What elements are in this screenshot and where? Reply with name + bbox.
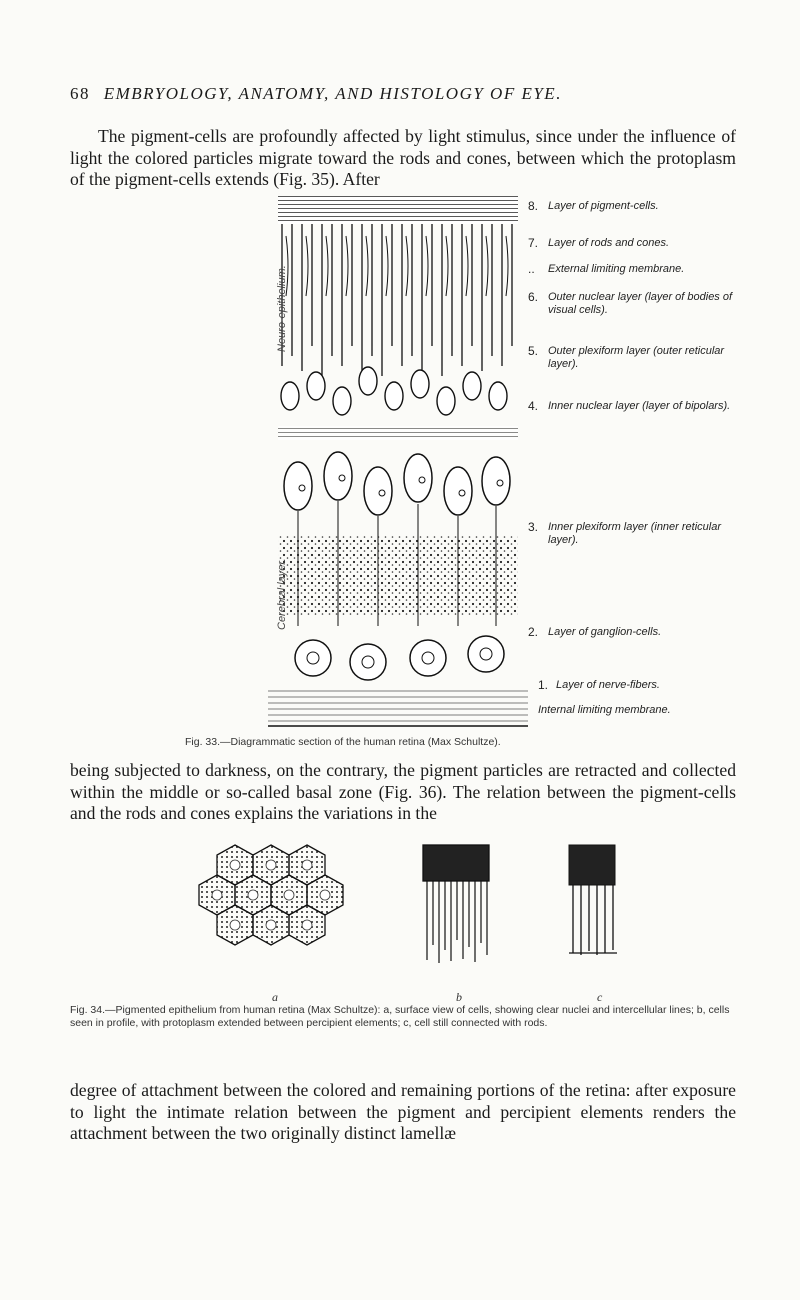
layer-label: Inner plexiform layer (inner reticular layer). [548, 521, 722, 546]
figure-34-letter-c: c [597, 990, 603, 1004]
layer-label: Layer of pigment-cells. [548, 200, 659, 212]
paragraph-2-text: being subjected to darkness, on the contrary, the pigment particles are retracted and collected within the middle or so-called basal zone (Fig. 36). The relation between the pigment-cells and the rods and cones explains the variations in the [70, 760, 736, 823]
layer-label: Layer of rods and cones. [548, 237, 670, 249]
paragraph-3-text: degree of attachment between the colored and remaining portions of the retina: after exposure to light the intimate relation between the pigment and percipient elements renders the attachment between the two originally distinct lamellæ [70, 1080, 736, 1143]
layer-number: 4. [528, 399, 539, 413]
paragraph-2 [70, 760, 736, 825]
layer-number: 2. [528, 625, 539, 639]
layer-label: External limiting membrane. [548, 263, 685, 275]
side-label-cerebral-layer: Cerebral layer. [276, 558, 288, 630]
figure-34-letter-b: b [456, 990, 462, 1004]
page-number: 68 [70, 84, 90, 103]
retina-section-figure [268, 196, 528, 739]
paragraph-1-text: The pigment-cells are profoundly affected by light stimulus, since under the influence of light the colored particles migrate toward the rods and cones, between which the protoplasm of the pigment-cells extends (Fig. 35). After [70, 126, 736, 189]
layer-label: Layer of nerve-fibers. [556, 679, 660, 691]
layer-number: 6. [528, 290, 539, 304]
layer-number: 5. [528, 344, 539, 358]
layer-label: Inner nuclear layer (layer of bipolars). [548, 400, 731, 412]
layer-label: Outer nuclear layer (layer of bodies of visual cells). [548, 291, 733, 316]
running-head [70, 84, 562, 104]
figure-34-letter-a: a [272, 990, 278, 1004]
layer-number: .. [528, 262, 535, 276]
layer-label: Outer plexiform layer (outer reticular layer). [548, 345, 725, 370]
retina-section-drawing [268, 196, 528, 734]
pigmented-epithelium-figure [195, 835, 575, 980]
figure-34-caption: Fig. 34.—Pigmented epithelium from human retina (Max Schultze): a, surface view of cells, showing clear nuclei and intercellular lines; b, cells seen in profile, with protoplasm extended between percipient elements; c, cell still connected with rods. [70, 1004, 730, 1029]
figure-33-caption: Fig. 33.—Diagrammatic section of the human retina (Max Schultze). [185, 736, 501, 748]
paragraph-3 [70, 1080, 736, 1145]
layer-label: Internal limiting membrane. [538, 704, 671, 716]
cell-with-rods-drawing [563, 835, 623, 975]
paragraph-1 [70, 126, 736, 191]
layer-number: 1. [538, 678, 549, 692]
layer-number: 3. [528, 520, 539, 534]
side-label-neuro-epithelium: Neuro-epithelium. [276, 265, 288, 352]
pigmented-epithelium-drawing [195, 835, 575, 975]
layer-label: Layer of ganglion-cells. [548, 626, 662, 638]
layer-number: 7. [528, 236, 539, 250]
running-title: EMBRYOLOGY, ANATOMY, AND HISTOLOGY OF EYE. [103, 84, 562, 103]
layer-number: 8. [528, 199, 539, 213]
